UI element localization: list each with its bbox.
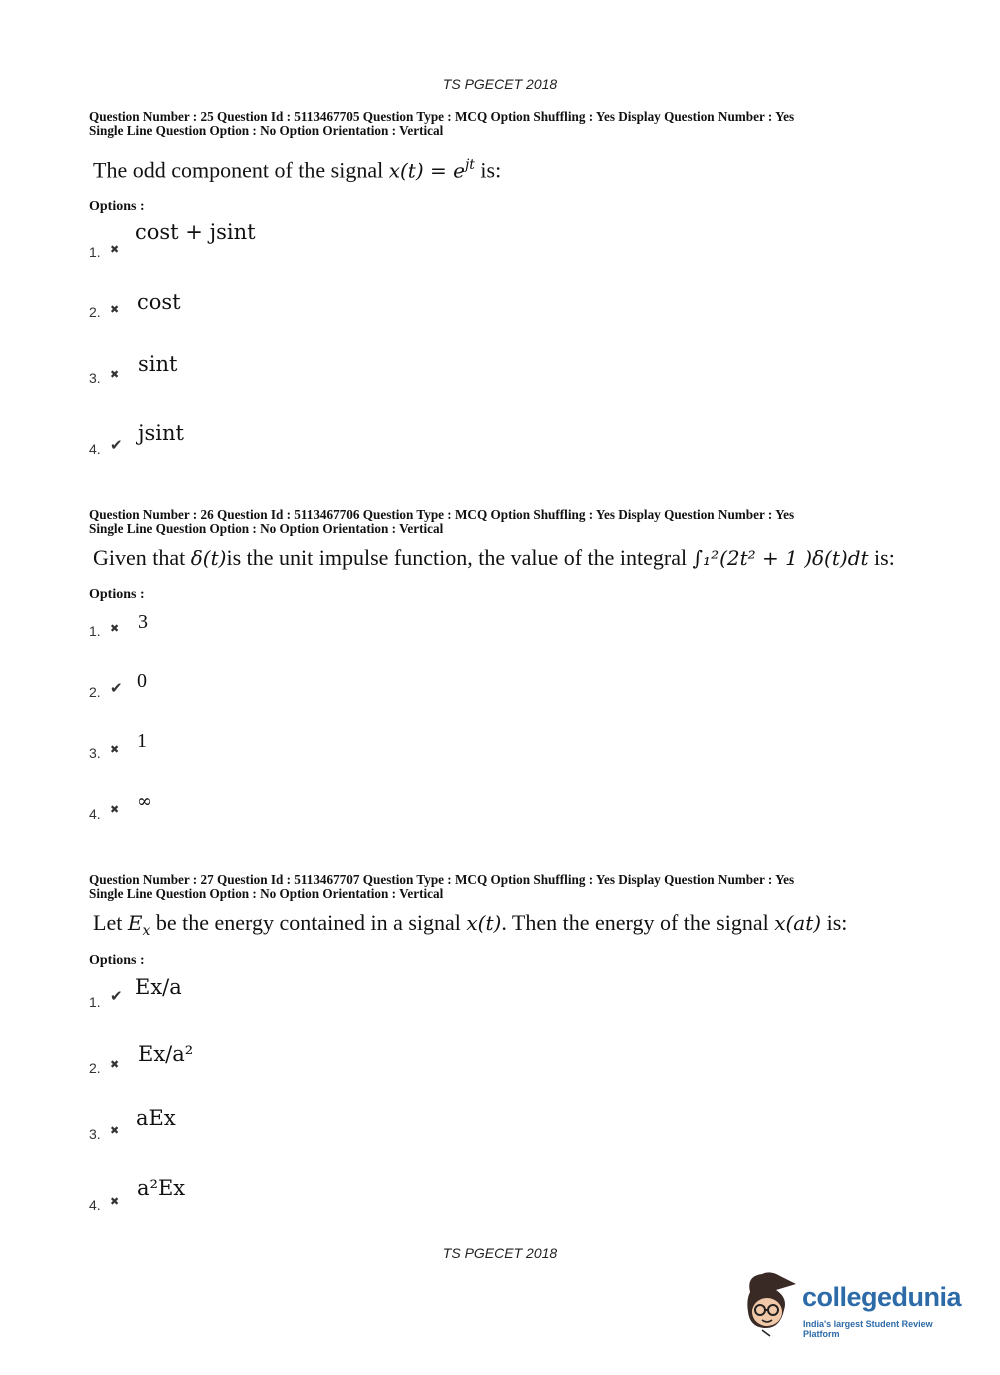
option-value: jsint [138,421,184,445]
option-number: 4. [89,441,101,457]
option-number: 2. [89,1060,101,1076]
cross-icon: ✖ [110,1195,120,1208]
cross-icon: ✖ [110,1058,120,1071]
cross-icon: ✖ [110,622,120,635]
question-meta: Question Number : 25 Question Id : 5113467705 Question Type : MCQ Option Shuffling : Yes Display Question Number : Yes Single Line Question Option : No Option Orientation : Vertical [89,109,795,138]
options-label: Options : [89,587,145,602]
option-number: 3. [89,370,101,386]
option-number: 3. [89,1126,101,1142]
page-header: TS PGECET 2018 [442,76,558,92]
option-number: 3. [89,745,101,761]
question-text: Let $E_x$ be the energy contained in a signal x(t). Then the energy of the signal x(at) is: [93,910,848,940]
option-number: 1. [89,994,101,1010]
check-icon: ✔ [110,679,123,697]
option-value: 3 [138,611,148,633]
option-number: 4. [89,1197,101,1213]
option-value: Ex/a [135,975,182,999]
option-number: 2. [89,684,101,700]
options-label: Options : [89,953,145,968]
page-footer: TS PGECET 2018 [442,1245,558,1261]
logo-tagline: India's largest Student Review Platform [803,1319,933,1339]
option-number: 4. [89,806,101,822]
option-number: 1. [89,244,101,260]
logo-wordmark: collegedunia [802,1282,962,1312]
option-value: cost + jsint [135,220,256,244]
check-icon: ✔ [110,987,123,1005]
options-label: Options : [89,199,145,214]
option-value: cost [137,290,181,314]
check-icon: ✔ [110,436,123,454]
option-value: sint [138,352,178,376]
question-meta: Question Number : 27 Question Id : 5113467707 Question Type : MCQ Option Shuffling : Yes Display Question Number : Yes Single Line Question Option : No Option Orientation : Vertical [89,872,795,901]
option-value: aEx [136,1106,176,1130]
question-text: The odd component of the signal $x(t) = e^{jt}$ is: [93,157,502,183]
cross-icon: ✖ [110,243,120,256]
cross-icon: ✖ [110,743,120,756]
cross-icon: ✖ [110,1124,120,1137]
mascot-icon [740,1270,800,1340]
collegedunia-logo[interactable] [740,1270,970,1340]
cross-icon: ✖ [110,803,120,816]
cross-icon: ✖ [110,368,120,381]
cross-icon: ✖ [110,303,120,316]
option-number: 1. [89,623,101,639]
question-text: Given that δ(t)is the unit impulse function, the value of the integral ∫₁²(2t² + 1 )δ(t)dt is: [93,545,895,570]
option-number: 2. [89,304,101,320]
option-value: a²Ex [137,1176,186,1200]
question-meta: Question Number : 26 Question Id : 5113467706 Question Type : MCQ Option Shuffling : Yes Display Question Number : Yes Single Line Question Option : No Option Orientation : Vertical [89,507,795,536]
option-value: 0 [137,670,147,692]
option-value: 1 [137,730,147,752]
option-value: Ex/a² [138,1042,194,1066]
option-value: ∞ [137,791,152,812]
